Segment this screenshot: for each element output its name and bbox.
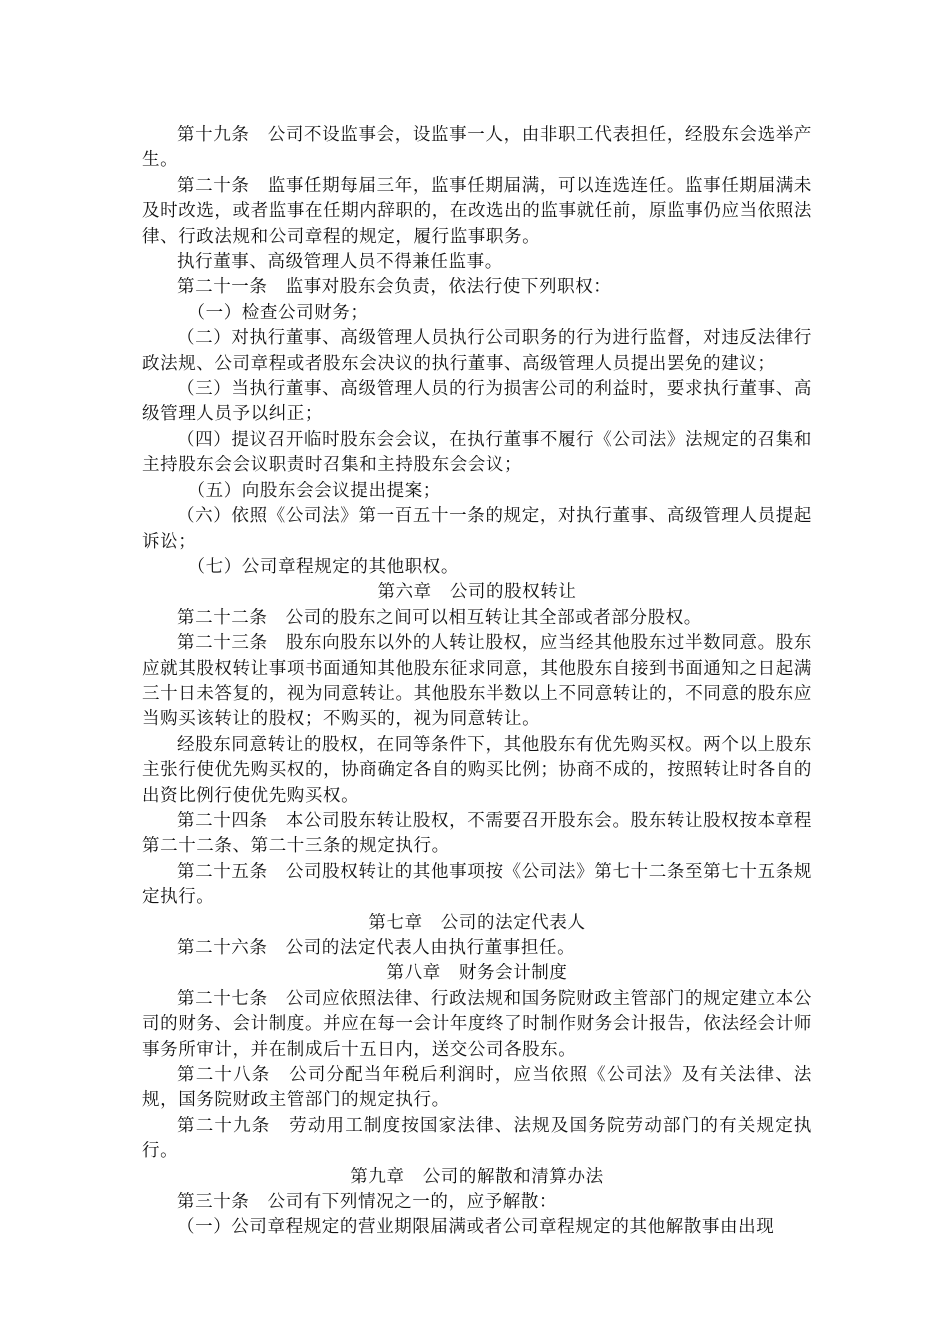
paragraph: 第二十七条 公司应依照法律、行政法规和国务院财政主管部门的规定建立本公司的财务、会计制度。并应在每一会计年度终了时制作财务会计报告，依法经会计师事务所审计，并在制成后十五日内，送交公司各股东。 [142,988,812,1060]
chapter-heading: 第八章 财务会计制度 [386,963,568,984]
paragraph: 第二十三条 股东向股东以外的人转让股权，应当经其他股东过半数同意。股东应就其股权转让事项书面通知其他股东征求同意，其他股东自接到书面通知之日起满三十日未答复的，视为同意转让。其他股东半数以上不同意转让的，不同意的股东应当购买该转让的股权；不购买的，视为同意转让。 [142,633,812,730]
paragraph: 执行董事、高级管理人员不得兼任监事。 [177,252,503,273]
chapter-heading: 第七章 公司的法定代表人 [368,912,586,933]
paragraph: 第三十条 公司有下列情况之一的，应予解散： [177,1192,558,1213]
list-item: （一）检查公司财务； [187,302,369,323]
paragraph: 第二十五条 公司股权转让的其他事项按《公司法》第七十二条至第七十五条规定执行。 [142,861,812,908]
list-item: （七）公司章程规定的其他职权。 [187,556,459,577]
paragraph: 第二十条 监事任期每届三年，监事任期届满，可以连选连任。监事任期届满未及时改选，或者监事在任期内辞职的，在改选出的监事就任前，原监事仍应当依照法律、行政法规和公司章程的规定，履行监事职务。 [142,175,812,247]
paragraph: 第二十九条 劳动用工制度按国家法律、法规及国务院劳动部门的有关规定执行。 [142,1115,812,1162]
document-page [142,123,812,1241]
list-item: （四）提议召开临时股东会会议，在执行董事不履行《公司法》法规定的召集和主持股东会会议职责时召集和主持股东会会议； [142,429,812,476]
list-item: （二）对执行董事、高级管理人员执行公司职务的行为进行监督，对违反法律行政法规、公司章程或者股东会决议的执行董事、高级管理人员提出罢免的建议； [142,328,812,374]
paragraph: 第二十一条 监事对股东会负责，依法行使下列职权： [177,277,612,298]
chapter-heading: 第九章 公司的解散和清算办法 [350,1166,604,1187]
paragraph: 第十九条 公司不设监事会，设监事一人，由非职工代表担任，经股东会选举产生。 [142,125,812,171]
list-item: （五）向股东会会议提出提案； [187,480,441,501]
list-item: （一）公司章程规定的营业期限届满或者公司章程规定的其他解散事由出现 [177,1217,775,1238]
paragraph: 第二十四条 本公司股东转让股权，不需要召开股东会。股东转让股权按本章程第二十二条、第二十三条的规定执行。 [142,810,812,857]
paragraph: 第二十八条 公司分配当年税后利润时，应当依照《公司法》及有关法律、法规，国务院财政主管部门的规定执行。 [142,1065,812,1111]
paragraph: 第二十二条 公司的股东之间可以相互转让其全部或者部分股权。 [177,607,702,628]
paragraph: 经股东同意转让的股权，在同等条件下，其他股东有优先购买权。两个以上股东主张行使优先购买权的，协商确定各自的购买比例；协商不成的，按照转让时各自的出资比例行使优先购买权。 [142,734,812,806]
chapter-heading: 第六章 公司的股权转让 [377,582,577,603]
paragraph: 第二十六条 公司的法定代表人由执行董事担任。 [177,938,576,958]
list-item: （六）依照《公司法》第一百五十一条的规定，对执行董事、高级管理人员提起诉讼； [142,506,812,552]
list-item: （三）当执行董事、高级管理人员的行为损害公司的利益时，要求执行董事、高级管理人员予以纠正； [142,379,812,425]
